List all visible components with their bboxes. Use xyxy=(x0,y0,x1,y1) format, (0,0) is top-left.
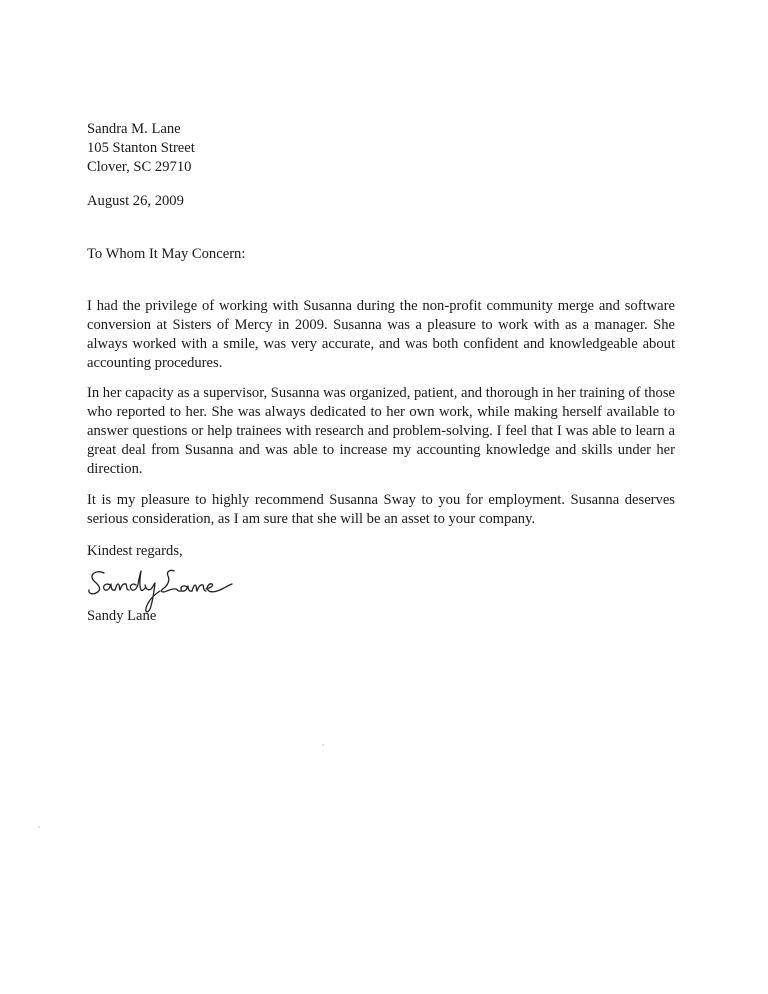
body-paragraph-1: I had the privilege of working with Susanna during the non-profit community merge and software conversion at Sisters of Mercy in 2009. Susanna was a pleasure to work with as a manager. She always worked with a smile, was very accurate, and was both confident and knowledgeable about accounting procedures. xyxy=(87,298,675,371)
salutation: To Whom It May Concern: xyxy=(87,246,246,262)
sender-city-state-zip: Clover, SC 29710 xyxy=(87,159,192,175)
letter-date: August 26, 2009 xyxy=(87,193,184,209)
sender-address xyxy=(87,120,675,177)
sender-name: Sandra M. Lane xyxy=(87,121,181,137)
closing: Kindest regards, xyxy=(87,543,183,559)
scan-speck xyxy=(38,826,40,828)
signer-name: Sandy Lane xyxy=(87,608,157,624)
sender-street: 105 Stanton Street xyxy=(87,140,195,156)
body-paragraph-2: In her capacity as a supervisor, Susanna was organized, patient, and thorough in her training of those who reported to her. She was always dedicated to her own work, while making herself available to answer questions or help trainees with research and problem-solving. I feel that I was able to learn a great deal from Susanna and was able to increase my accounting knowledge and skills under her direction. xyxy=(87,385,675,477)
body-paragraph-3: It is my pleasure to highly recommend Susanna Sway to you for employment. Susanna deserves serious consideration, as I am sure that she will be an asset to your company. xyxy=(87,492,675,527)
scan-speck xyxy=(322,744,324,746)
